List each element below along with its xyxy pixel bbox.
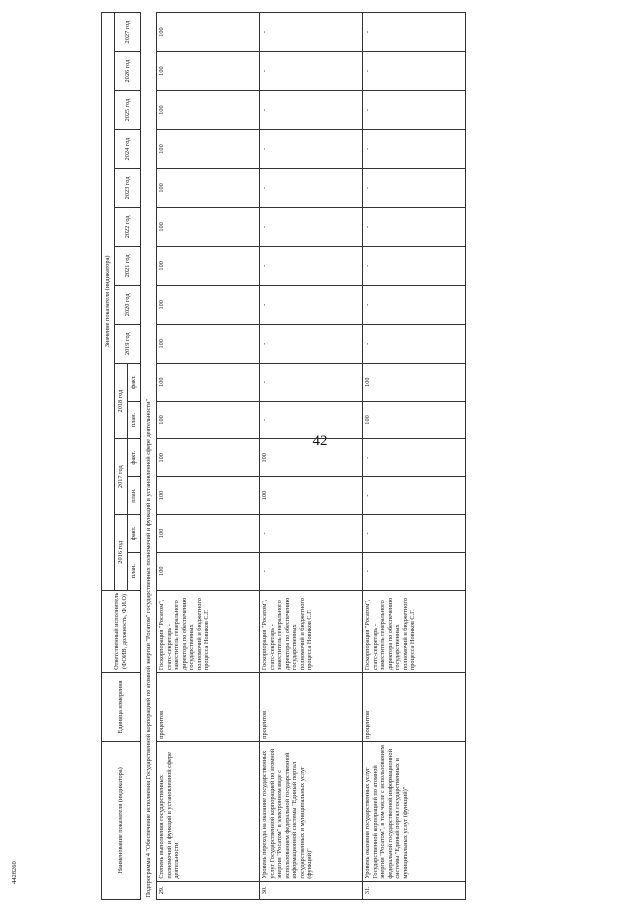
header-year-2019: 2019 год bbox=[115, 324, 141, 363]
value-cell: - bbox=[260, 168, 363, 207]
value-cell: 100 bbox=[157, 285, 260, 324]
value-cell: - bbox=[363, 246, 466, 285]
value-cell: - bbox=[363, 91, 466, 130]
header-plan-2018: план. bbox=[128, 401, 141, 439]
value-cell: - bbox=[363, 552, 466, 590]
header-year-2018: 2018 год bbox=[115, 363, 128, 439]
table-row bbox=[157, 13, 260, 900]
value-cell: - bbox=[363, 439, 466, 477]
unit-cell: процентов bbox=[260, 673, 363, 742]
value-cell: - bbox=[260, 401, 363, 439]
page-number: 42 bbox=[312, 433, 328, 449]
header-unit: Единица измерения bbox=[102, 673, 141, 742]
header-year-2024: 2024 год bbox=[115, 130, 141, 169]
value-cell: 100 bbox=[157, 13, 260, 52]
row-number: 30. bbox=[260, 881, 363, 899]
value-cell: 100 bbox=[157, 91, 260, 130]
value-cell: - bbox=[260, 207, 363, 246]
responsible-cell: Госкорпорация "Росатом", статс-секретарь - заместитель генерального директора по обеспечению государственных полномочий и бюджетного процесса Новиков С.Г. bbox=[260, 590, 363, 673]
header-year-2027: 2027 год bbox=[115, 13, 141, 52]
value-cell: 100 bbox=[157, 324, 260, 363]
document-code: 4428260 bbox=[11, 861, 18, 884]
header-row-1 bbox=[102, 13, 115, 900]
header-indicator-name: Наименование показателя (индикатора) bbox=[102, 741, 141, 899]
header-year-2026: 2026 год bbox=[115, 52, 141, 91]
value-cell: - bbox=[260, 552, 363, 590]
value-cell: 100 bbox=[157, 552, 260, 590]
value-cell: - bbox=[363, 130, 466, 169]
indicators-table bbox=[101, 12, 466, 900]
unit-cell: процентов bbox=[363, 673, 466, 742]
value-cell: - bbox=[260, 130, 363, 169]
value-cell: 100 bbox=[363, 363, 466, 401]
value-cell: 100 bbox=[157, 401, 260, 439]
section-title: Подпрограмма 4 "Обеспечение исполнения Государственной корпорацией по атомной энергии "Росатом" государственных полномочий и функций в установленной сфере деятельности" bbox=[141, 13, 157, 900]
header-year-2023: 2023 год bbox=[115, 168, 141, 207]
value-cell: - bbox=[260, 285, 363, 324]
value-cell: - bbox=[260, 514, 363, 552]
table-row bbox=[363, 13, 466, 900]
value-cell: 100 bbox=[363, 401, 466, 439]
value-cell: 100 bbox=[157, 363, 260, 401]
row-number: 29. bbox=[157, 881, 260, 899]
header-year-2020: 2020 год bbox=[115, 285, 141, 324]
value-cell: 100 bbox=[157, 439, 260, 477]
section-row bbox=[141, 13, 157, 900]
value-cell: - bbox=[260, 324, 363, 363]
indicator-name: Уровень перехода на оказание государственных услуг Государственной корпорацией по атомной энергии "Росатом" в электронном виде с использованием федеральной государственной информационной системы "Единый портал государственных и муниципальных услуг (функций)" bbox=[260, 741, 363, 881]
header-year-2017: 2017 год bbox=[115, 439, 128, 515]
header-fact-2017: факт. bbox=[128, 439, 141, 477]
value-cell: - bbox=[260, 246, 363, 285]
table-row bbox=[260, 13, 363, 900]
header-year-2025: 2025 год bbox=[115, 91, 141, 130]
value-cell: - bbox=[260, 363, 363, 401]
header-plan-2016: план. bbox=[128, 552, 141, 590]
header-values-group: Значение показателя (индикатора) bbox=[102, 13, 115, 591]
header-year-2016: 2016 год bbox=[115, 514, 128, 590]
value-cell: 100 bbox=[260, 439, 363, 477]
row-number: 31. bbox=[363, 881, 466, 899]
value-cell: 100 bbox=[157, 130, 260, 169]
value-cell: 100 bbox=[260, 477, 363, 515]
header-fact-2018: факт. bbox=[128, 363, 141, 401]
header-plan-2017: план. bbox=[128, 477, 141, 515]
indicator-name: Уровень оказания государственных услуг Государственной корпорацией по атомной энергии "Росатом", в том числе с использованием федеральной государственной информационной системы "Единый портал государственных и муниципальных услуг (функций)" bbox=[363, 741, 466, 881]
value-cell: - bbox=[363, 207, 466, 246]
value-cell: - bbox=[363, 285, 466, 324]
responsible-cell: Госкорпорация "Росатом", статс-секретарь - заместитель генерального директора по обеспечению государственных полномочий и бюджетного процесса Новиков С.Г. bbox=[363, 590, 466, 673]
value-cell: - bbox=[363, 324, 466, 363]
header-year-2021: 2021 год bbox=[115, 246, 141, 285]
value-cell: 100 bbox=[157, 514, 260, 552]
value-cell: - bbox=[363, 52, 466, 91]
value-cell: - bbox=[363, 477, 466, 515]
value-cell: - bbox=[260, 13, 363, 52]
indicator-name: Степень выполнения государственных полномочий и функций в установленной сфере деятельности bbox=[157, 741, 260, 881]
value-cell: 100 bbox=[157, 477, 260, 515]
header-fact-2016: факт. bbox=[128, 514, 141, 552]
value-cell: 100 bbox=[157, 207, 260, 246]
value-cell: - bbox=[363, 514, 466, 552]
value-cell: - bbox=[260, 91, 363, 130]
unit-cell: процентов bbox=[157, 673, 260, 742]
value-cell: - bbox=[363, 168, 466, 207]
value-cell: 100 bbox=[157, 246, 260, 285]
rotated-table-container bbox=[101, 12, 541, 900]
value-cell: 100 bbox=[157, 168, 260, 207]
header-year-2022: 2022 год bbox=[115, 207, 141, 246]
value-cell: 100 bbox=[157, 52, 260, 91]
value-cell: - bbox=[363, 13, 466, 52]
responsible-cell: Госкорпорация "Росатом", статс-секретарь - заместитель генерального директора по обеспечению государственных полномочий и бюджетного процесса Новиков С.Г. bbox=[157, 590, 260, 673]
value-cell: - bbox=[260, 52, 363, 91]
header-responsible: Ответственный исполнитель (ФОИВ, должность, Ф.И.О) bbox=[102, 590, 141, 673]
